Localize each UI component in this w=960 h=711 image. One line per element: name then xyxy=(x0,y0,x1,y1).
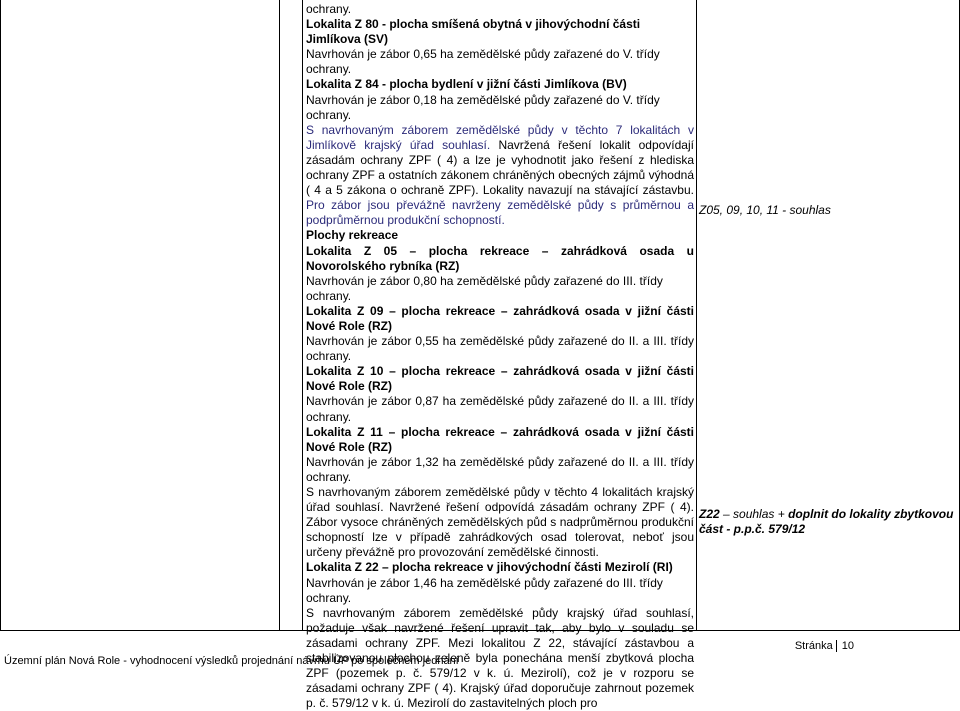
assessment-paragraph: S navrhovaným záborem zemědělské půdy v těchto 7 lokalitách v Jimlíkově krajský úřad souhlasí. Navržená řešení lokalit odpovídají zásadám ochrany ZPF ( 4) a lze je vyhodnotit jako řešení z hlediska ochrany ZPF a ostatních zákonem chráněných obecných zájmů výhodná ( 4 a 5 zákona o ochraně ZPF). Lokality navazují na stávající zástavbu. Pro zábor jsou převážně navrženy zemědělské půdy s průměrnou a podprůměrnou produkční schopností. xyxy=(306,122,694,228)
locality-heading: Lokalita Z 84 - plocha bydlení v jižní části Jimlíkova (BV) xyxy=(306,77,627,92)
assessment-paragraph: S navrhovaným záborem zemědělské půdy v těchto 4 lokalitách krajský úřad souhlasí. Navržené řešení odpovídá zásadám ochrany ZPF ( 4). Zábor vysoce chráněných zemědělských půd s nadprůměrnou produkční schopností lze v případě zahrádkových osad tolerovat, neboť jsou určeny převážně pro provozování zemědělské činnosti. xyxy=(306,485,694,560)
locality-description: Navrhován je zábor 0,87 ha zemědělské půdy zařazené do II. a III. třídy ochrany. xyxy=(306,394,694,424)
response-column xyxy=(306,2,694,711)
locality-heading: Lokalita Z 09 – plocha rekreace – zahrádková osada v jižní části Nové Role (RZ) xyxy=(306,303,694,333)
locality-description: Navrhován je zábor 0,55 ha zemědělské půdy zařazené do II. a III. třídy ochrany. xyxy=(306,334,694,364)
table-column-divider xyxy=(279,0,280,631)
table-column-divider xyxy=(302,0,303,631)
locality-heading: Lokalita Z 11 – plocha rekreace – zahrádková osada v jižní části Nové Role (RZ) xyxy=(306,424,694,454)
table-column-divider xyxy=(696,0,697,631)
locality-description: Navrhován je zábor 0,65 ha zemědělské půdy zařazené do V. třídy ochrany. xyxy=(306,47,660,77)
locality-description: Navrhován je zábor 1,32 ha zemědělské půdy zařazené do II. a III. třídy ochrany. xyxy=(306,454,694,484)
section-heading: Plochy rekreace xyxy=(306,228,399,243)
table-border-left xyxy=(0,0,1,631)
locality-heading: Lokalita Z 22 – plocha rekreace v jihovýchodní části Mezirolí (RI) xyxy=(306,560,673,575)
decision-note: Z22 – souhlas + doplnit do lokality zbytkovou část - p.p.č. 579/12 xyxy=(699,507,954,537)
locality-description: Navrhován je zábor 0,18 ha zemědělské půdy zařazené do V. třídy ochrany. xyxy=(306,92,660,122)
locality-heading: Lokalita Z 10 – plocha rekreace – zahrádková osada v jižní části Nové Role (RZ) xyxy=(306,364,694,394)
locality-heading: Lokalita Z 05 – plocha rekreace – zahrádková osada u Novorolského rybníka (RZ) xyxy=(306,243,694,273)
locality-description: Navrhován je zábor 1,46 ha zemědělské půdy zařazené do III. třídy ochrany. xyxy=(306,575,663,605)
locality-heading: Lokalita Z 80 - plocha smíšená obytná v jihovýchodní části Jimlíkova (SV) xyxy=(306,17,641,47)
text-line-continuation: ochrany. xyxy=(306,2,352,16)
locality-description: Navrhován je zábor 0,80 ha zemědělské půdy zařazené do III. třídy ochrany. xyxy=(306,273,663,303)
assessment-paragraph: S navrhovaným záborem zemědělské půdy krajský úřad souhlasí, požaduje však navržené řešení upravit tak, aby bylo v souladu se zásadami ochrany ZPF. Mezi lokalitou Z 22, stávající zástavbou a stabilizovanou plochou zeleně byla ponechána menší zbytková plocha ZPF (pozemek p. č. 579/12 v k. ú. Mezirolí), což je v rozporu se zásadami ochrany ZPF ( 4). Krajský úřad doporučuje zahrnout pozemek p. č. 579/12 v k. ú. Mezirolí do zastavitelných ploch pro xyxy=(306,605,694,711)
decision-note: Z05, 09, 10, 11 - souhlas xyxy=(699,203,831,217)
footer-document-title: Územní plán Nová Role - vyhodnocení výsledků projednání návrhu ÚP po společném jednání xyxy=(4,655,459,667)
page-number: Stránka 10 xyxy=(794,640,854,652)
